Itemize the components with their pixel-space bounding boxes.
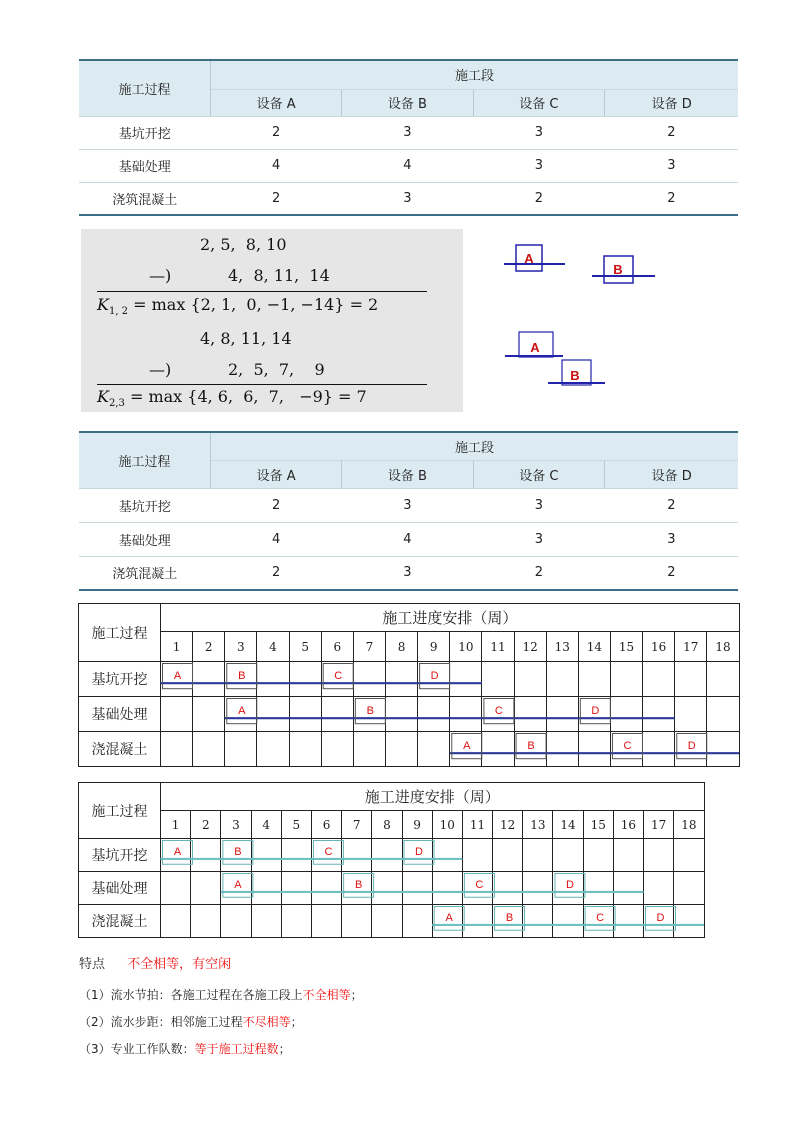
cell: 4 <box>342 522 473 556</box>
table-row <box>79 522 738 556</box>
schedule-1 <box>78 603 739 769</box>
week-number: 4 <box>257 632 289 662</box>
cell: 2 <box>605 556 738 590</box>
label-a2: A <box>530 340 540 355</box>
table1-col-b: 设备 B <box>342 89 473 116</box>
feature-value: 不全相等，有空闲 <box>127 957 232 972</box>
schedule-bar-letter: B <box>505 912 514 925</box>
schedule-bar-letter: C <box>475 879 484 892</box>
week-number: 7 <box>353 632 385 662</box>
schedule-bar-letter: C <box>623 740 632 753</box>
schedule-2 <box>78 782 704 938</box>
formula-k23 <box>97 387 367 409</box>
week-number: 2 <box>193 632 225 662</box>
week-number: 16 <box>613 811 643 839</box>
schedule-bar-letter: D <box>687 740 696 753</box>
row-label: 基坑开挖 <box>79 488 211 522</box>
formula-minus-1: —) <box>149 266 172 285</box>
week-number: 7 <box>342 811 372 839</box>
note-item-3 <box>79 1040 291 1057</box>
schedule-bar-letter: A <box>173 670 182 683</box>
week-number: 1 <box>161 811 191 839</box>
table2-col-a: 设备 A <box>211 460 342 488</box>
week-number: 15 <box>610 632 642 662</box>
label-b1: B <box>613 262 623 277</box>
cell: 3 <box>342 556 473 590</box>
cell: 3 <box>473 488 605 522</box>
label-b2: B <box>570 368 580 383</box>
table1-col-a: 设备 A <box>211 89 342 116</box>
formula-k12 <box>97 295 378 317</box>
diagram-pair-2 <box>505 332 605 385</box>
cell: 3 <box>342 116 473 149</box>
cell: 3 <box>473 522 605 556</box>
week-number: 9 <box>402 811 432 839</box>
schedule-row-label: 基础处理 <box>79 697 161 732</box>
week-number: 11 <box>462 811 492 839</box>
week-number: 2 <box>191 811 221 839</box>
week-number: 10 <box>450 632 482 662</box>
schedule-row-label: 基坑开挖 <box>79 662 161 697</box>
feature-line <box>79 953 231 972</box>
table1-col-d: 设备 D <box>605 89 738 116</box>
table1-corner: 施工过程 <box>79 60 211 116</box>
row-label: 基坑开挖 <box>79 116 211 149</box>
week-number: 13 <box>523 811 553 839</box>
week-number: 17 <box>644 811 674 839</box>
flow-beat-table-1 <box>79 59 738 216</box>
schedule-1-corner: 施工过程 <box>79 604 161 662</box>
schedule-1-bars <box>78 603 739 769</box>
note-text: （2）流水步距：相邻施工过程 <box>79 1015 243 1029</box>
week-number: 5 <box>281 811 311 839</box>
schedule-bar-letter: A <box>173 846 182 859</box>
week-number: 8 <box>372 811 402 839</box>
cell: 2 <box>211 182 342 215</box>
schedule-bar-letter: A <box>238 705 246 718</box>
table2-corner: 施工过程 <box>79 432 211 488</box>
week-number: 3 <box>221 811 251 839</box>
week-number: 15 <box>583 811 613 839</box>
feature-label: 特点 <box>79 957 106 972</box>
table-row <box>79 556 738 590</box>
week-number: 1 <box>161 632 193 662</box>
formula-rule-1 <box>97 291 427 292</box>
week-number: 18 <box>674 811 704 839</box>
week-number: 3 <box>225 632 257 662</box>
k12-expression: = max {2, 1, 0, −1, −14} = 2 <box>133 295 379 314</box>
week-number: 12 <box>514 632 546 662</box>
schedule-bar-letter: D <box>430 670 439 683</box>
week-number: 5 <box>289 632 321 662</box>
step-calculation-panel <box>81 229 463 412</box>
flow-beat-table-2 <box>79 431 738 591</box>
step-diagram <box>495 235 665 405</box>
week-number: 13 <box>546 632 578 662</box>
week-number: 10 <box>432 811 462 839</box>
cell: 4 <box>211 522 342 556</box>
week-number: 4 <box>251 811 281 839</box>
note-highlight: 不尽相等 <box>242 1015 291 1029</box>
schedule-bar-letter: D <box>415 846 423 859</box>
cell: 4 <box>211 149 342 182</box>
row-label: 浇筑混凝土 <box>79 182 211 215</box>
k12-subscript: 1, 2 <box>108 306 129 318</box>
schedule-row-label: 浇混凝土 <box>79 905 161 938</box>
schedule-2-bars <box>78 782 704 938</box>
week-number: 8 <box>385 632 417 662</box>
cell: 2 <box>605 182 738 215</box>
table2-col-b: 设备 B <box>342 460 473 488</box>
week-number: 11 <box>482 632 514 662</box>
schedule-bar-letter: B <box>238 670 246 683</box>
schedule-bar-letter: C <box>494 705 503 718</box>
cell: 2 <box>605 116 738 149</box>
cell: 2 <box>473 182 605 215</box>
table2-col-c: 设备 C <box>473 460 605 488</box>
cell: 2 <box>473 556 605 590</box>
note-highlight: 不全相等 <box>302 988 351 1002</box>
schedule-bar-letter: A <box>445 912 453 925</box>
row-label: 基础处理 <box>79 522 211 556</box>
k23-expression: = max {4, 6, 6, 7, −9} = 7 <box>129 387 367 406</box>
table-row <box>79 116 738 149</box>
schedule-bar-letter: B <box>366 705 375 718</box>
cell: 3 <box>473 149 605 182</box>
schedule-bar-letter: D <box>656 912 665 925</box>
label-a1: A <box>524 251 534 266</box>
cell: 3 <box>342 488 473 522</box>
schedule-row-label: 基础处理 <box>79 872 161 905</box>
cell: 2 <box>211 556 342 590</box>
schedule-bar-letter: A <box>234 879 242 892</box>
table-row <box>79 182 738 215</box>
schedule-2-corner: 施工过程 <box>79 783 161 839</box>
cell: 2 <box>605 488 738 522</box>
schedule-bar-letter: C <box>334 670 343 683</box>
note-text: ； <box>290 1015 303 1029</box>
week-number: 6 <box>311 811 341 839</box>
schedule-bar-letter: D <box>591 705 600 718</box>
cell: 3 <box>605 149 738 182</box>
cell: 2 <box>211 116 342 149</box>
schedule-row-label: 浇混凝土 <box>79 732 161 767</box>
note-item-2 <box>79 1013 303 1030</box>
schedule-bar-letter: A <box>463 740 471 753</box>
formula-line-4: 4, 8, 11, 14 <box>200 329 292 348</box>
cell: 4 <box>342 149 473 182</box>
schedule-bar-letter: B <box>354 879 363 892</box>
k12-symbol: K <box>97 295 109 314</box>
schedule-row-label: 基坑开挖 <box>79 839 161 872</box>
note-item-1 <box>79 986 363 1003</box>
week-number: 12 <box>493 811 523 839</box>
cell: 3 <box>473 116 605 149</box>
row-label: 基础处理 <box>79 149 211 182</box>
note-text: ； <box>350 988 363 1002</box>
k23-subscript: 2,3 <box>108 398 125 410</box>
table1-col-c: 设备 C <box>473 89 605 116</box>
table1-group-header: 施工段 <box>211 60 739 89</box>
formula-minus-2: —) <box>149 360 172 379</box>
week-number: 16 <box>643 632 675 662</box>
schedule-bar-letter: B <box>527 740 535 753</box>
k23-symbol: K <box>97 387 109 406</box>
row-label: 浇筑混凝土 <box>79 556 211 590</box>
week-number: 14 <box>553 811 583 839</box>
table-row <box>79 149 738 182</box>
schedule-2-title: 施工进度安排（周） <box>161 783 705 811</box>
table2-group-header: 施工段 <box>211 432 739 460</box>
cell: 2 <box>211 488 342 522</box>
note-text: ； <box>278 1042 291 1056</box>
schedule-bar-letter: B <box>234 846 242 859</box>
week-number: 17 <box>675 632 707 662</box>
note-text: （1）流水节拍：各施工过程在各施工段上 <box>79 988 303 1002</box>
cell: 3 <box>342 182 473 215</box>
week-number: 18 <box>707 632 739 662</box>
cell: 3 <box>605 522 738 556</box>
schedule-bar-letter: C <box>596 912 605 925</box>
schedule-1-title: 施工进度安排（周） <box>161 604 740 632</box>
note-highlight: 等于施工过程数 <box>194 1042 279 1056</box>
formula-rule-2 <box>97 384 427 385</box>
table-row <box>79 488 738 522</box>
week-number: 14 <box>578 632 610 662</box>
formula-line-5: 2, 5, 7, 9 <box>228 360 325 379</box>
diagram-pair-1 <box>504 245 655 283</box>
formula-line-1: 2, 5, 8, 10 <box>200 235 287 254</box>
week-number: 9 <box>418 632 450 662</box>
schedule-bar-letter: C <box>324 846 333 859</box>
formula-line-2: 4, 8, 11, 14 <box>228 266 330 285</box>
week-number: 6 <box>321 632 353 662</box>
schedule-bar-letter: D <box>565 879 574 892</box>
note-text: （3）专业工作队数： <box>79 1042 195 1056</box>
table2-col-d: 设备 D <box>605 460 738 488</box>
